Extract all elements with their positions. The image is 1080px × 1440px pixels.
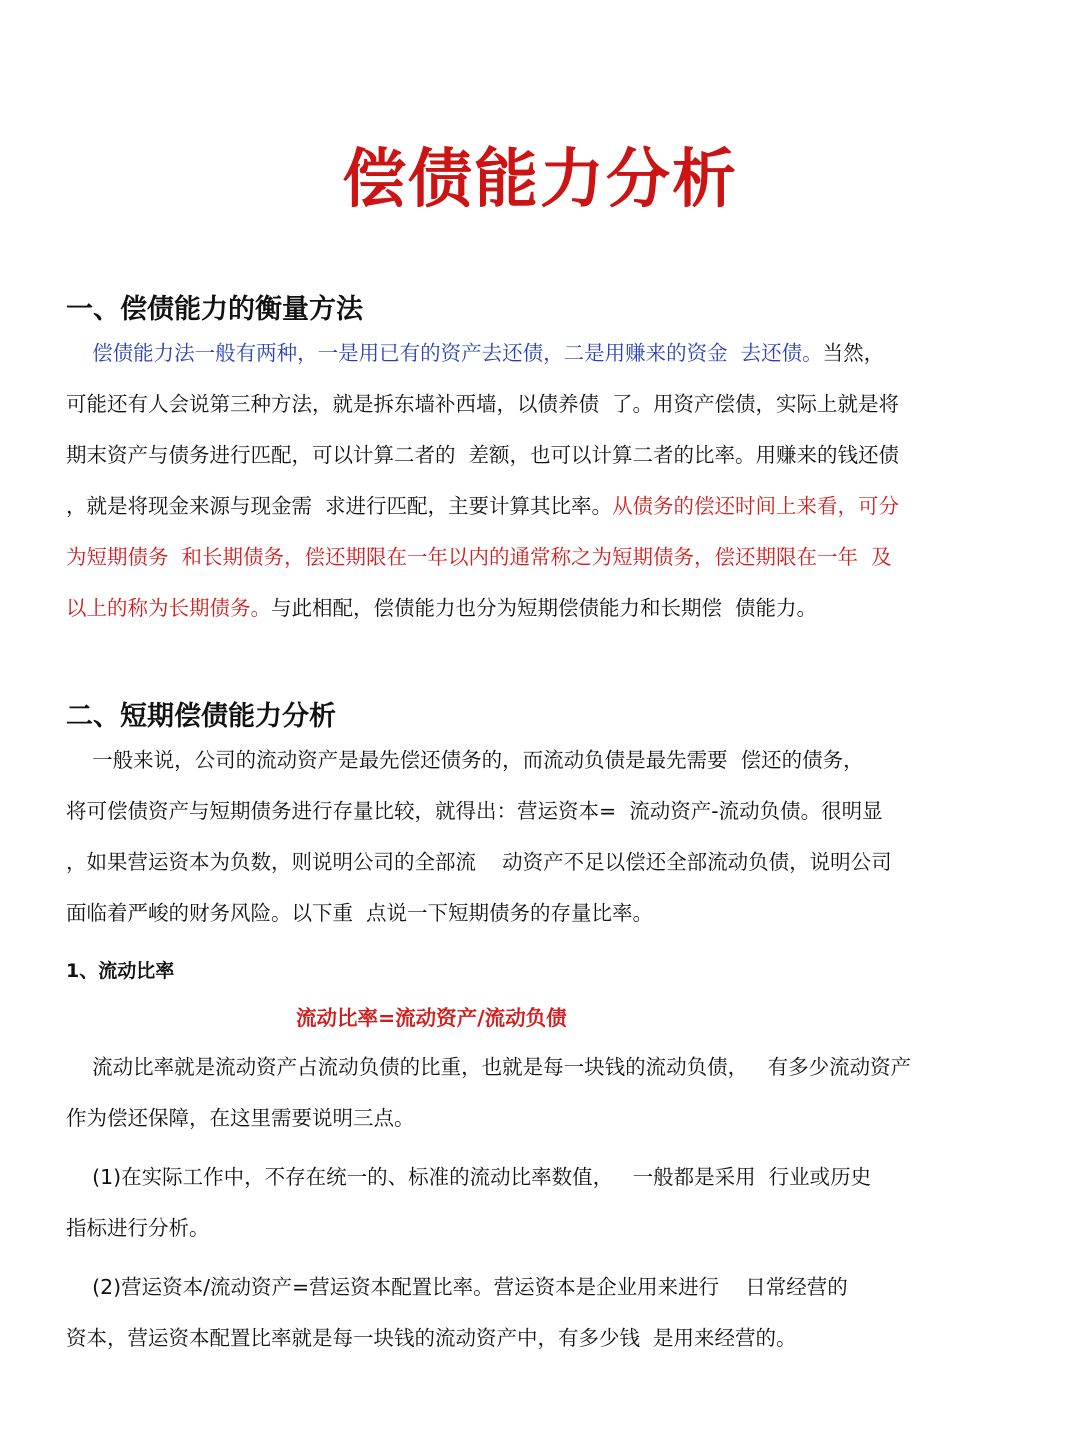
paragraph-line: ，就是将现金来源与现金需 求进行匹配，主要计算其比率。从债务的偿还时间上来看，可分 [66,494,900,518]
paragraph-line: 期末资产与债务进行匹配，可以计算二者的 差额，也可以计算二者的比率。用赚来的钱还债 [66,443,900,467]
paragraph-line: 偿债能力法一般有两种，一是用已有的资产去还债，二是用赚来的资金 去还债。当然， [66,341,885,365]
section-1-paragraph [66,328,1016,634]
formula: 流动比率=流动资产/流动负债 [296,1006,567,1030]
paragraph-line: 将可偿债资产与短期债务进行存量比较，就得出：营运资本= 流动资产-流动负债。很明显 [66,799,883,823]
subsection-paragraph [66,1042,1016,1144]
section-heading-2: 二、短期偿债能力分析 [66,701,336,732]
paragraph-line: ，如果营运资本为负数，则说明公司的全部流 动资产不足以偿还全部流动负债，说明公司 [66,850,892,874]
paragraph-line: 为短期债务 和长期债务，偿还期限在一年以内的通常称之为短期债务，偿还期限在一年 及 [66,545,892,569]
paragraph-line: 流动比率就是流动资产占流动负债的比重，也就是每一块钱的流动负债， 有多少流动资产 [66,1055,912,1079]
paragraph-line: 指标进行分析。 [66,1216,210,1240]
paragraph-line: 资本，营运资本配置比率就是每一块钱的流动资产中，有多少钱 是用来经营的。 [66,1326,797,1350]
paragraph-line: 一般来说，公司的流动资产是最先偿还债务的，而流动负债是最先需要 偿还的债务， [66,748,864,772]
subsection-heading: 1、流动比率 [66,960,175,982]
paragraph-line: 以上的称为长期债务。与此相配，偿债能力也分为短期偿债能力和长期偿 债能力。 [66,596,818,620]
section-heading-1: 一、偿债能力的衡量方法 [66,294,363,325]
section-2-paragraph [66,735,1016,939]
paragraph-line: 作为偿还保障，在这里需要说明三点。 [66,1106,415,1130]
point-2-paragraph [66,1262,1016,1364]
paragraph-line: 可能还有人会说第三种方法，就是拆东墙补西墙，以债养债 了。用资产偿债，实际上就是将 [66,392,900,416]
point-1-paragraph [66,1152,1016,1254]
page-title: 偿债能力分析 [342,143,738,217]
paragraph-line: (2)营运资本/流动资产=营运资本配置比率。营运资本是企业用来进行 日常经营的 [66,1275,848,1299]
paragraph-line: 面临着严峻的财务风险。以下重 点说一下短期债务的存量比率。 [66,901,654,925]
paragraph-line: (1)在实际工作中，不存在统一的、标准的流动比率数值， 一般都是采用 行业或历史 [66,1165,872,1189]
